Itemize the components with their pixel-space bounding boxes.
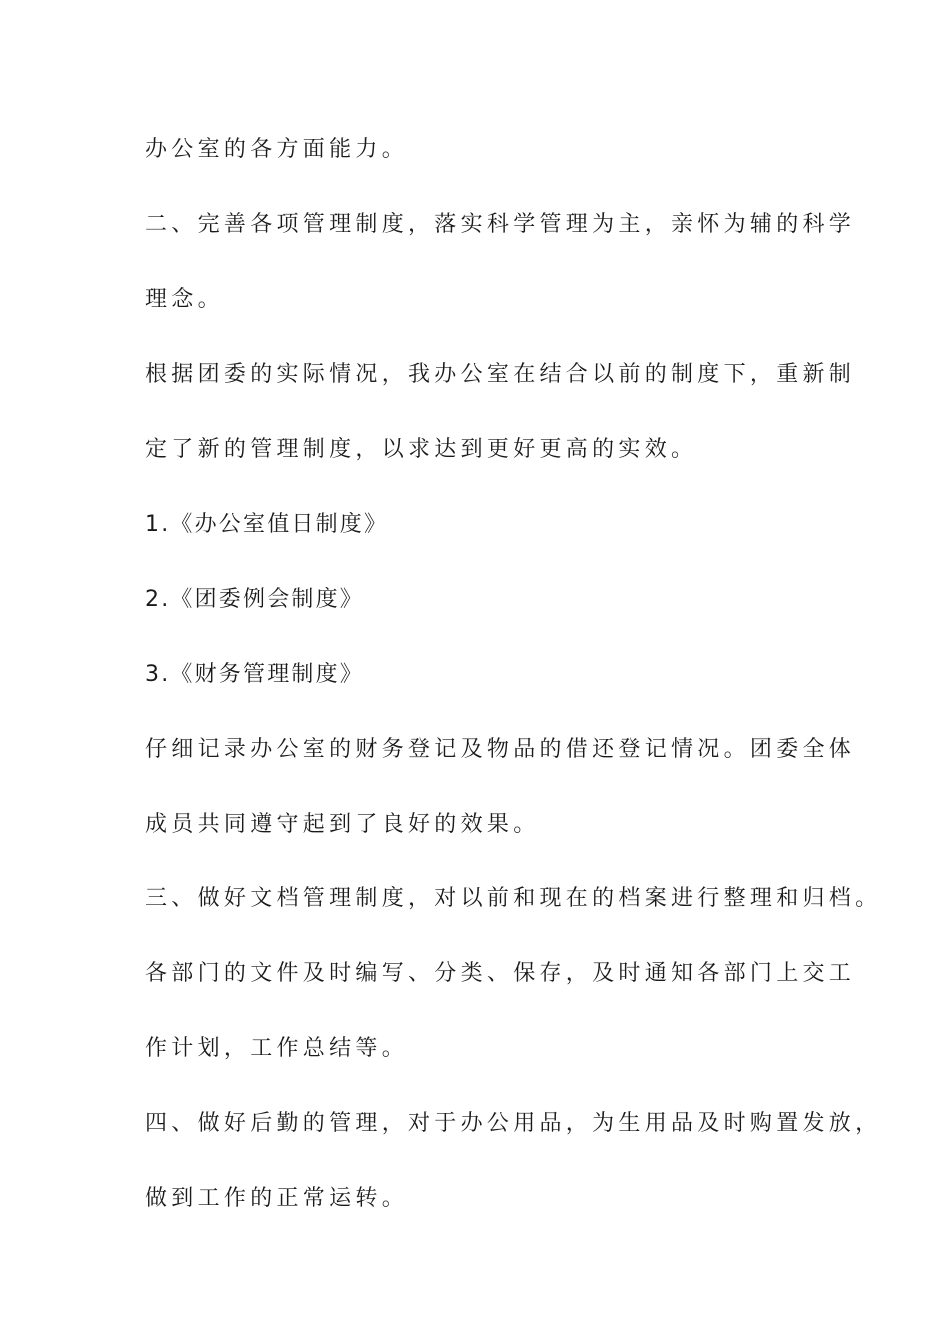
- section-heading-3: 三、做好文档管理制度，对以前和现在的档案进行整理和归档。: [145, 886, 882, 911]
- list-item-2: 2.《团委例会制度》: [145, 587, 364, 612]
- paragraph-line: 办公室的各方面能力。: [145, 137, 409, 162]
- paragraph-line: 成员共同遵守起到了良好的效果。: [145, 812, 540, 837]
- paragraph-line: 作计划，工作总结等。: [145, 1036, 409, 1061]
- list-item-1: 1.《办公室值日制度》: [145, 512, 389, 537]
- section-heading-4: 四、做好后勤的管理，对于办公用品，为生用品及时购置发放，: [145, 1111, 882, 1136]
- paragraph-line: 做到工作的正常运转。: [145, 1186, 409, 1211]
- paragraph-line: 仔细记录办公室的财务登记及物品的借还登记情况。团委全体: [145, 737, 856, 762]
- paragraph-line: 定了新的管理制度，以求达到更好更高的实效。: [145, 437, 698, 462]
- paragraph-line: 根据团委的实际情况，我办公室在结合以前的制度下，重新制: [145, 362, 856, 387]
- paragraph-line: 各部门的文件及时编写、分类、保存，及时通知各部门上交工: [145, 961, 856, 986]
- section-heading-2: 二、完善各项管理制度，落实科学管理为主，亲怀为辅的科学: [145, 212, 856, 237]
- list-item-3: 3.《财务管理制度》: [145, 662, 364, 687]
- paragraph-line: 理念。: [145, 287, 224, 312]
